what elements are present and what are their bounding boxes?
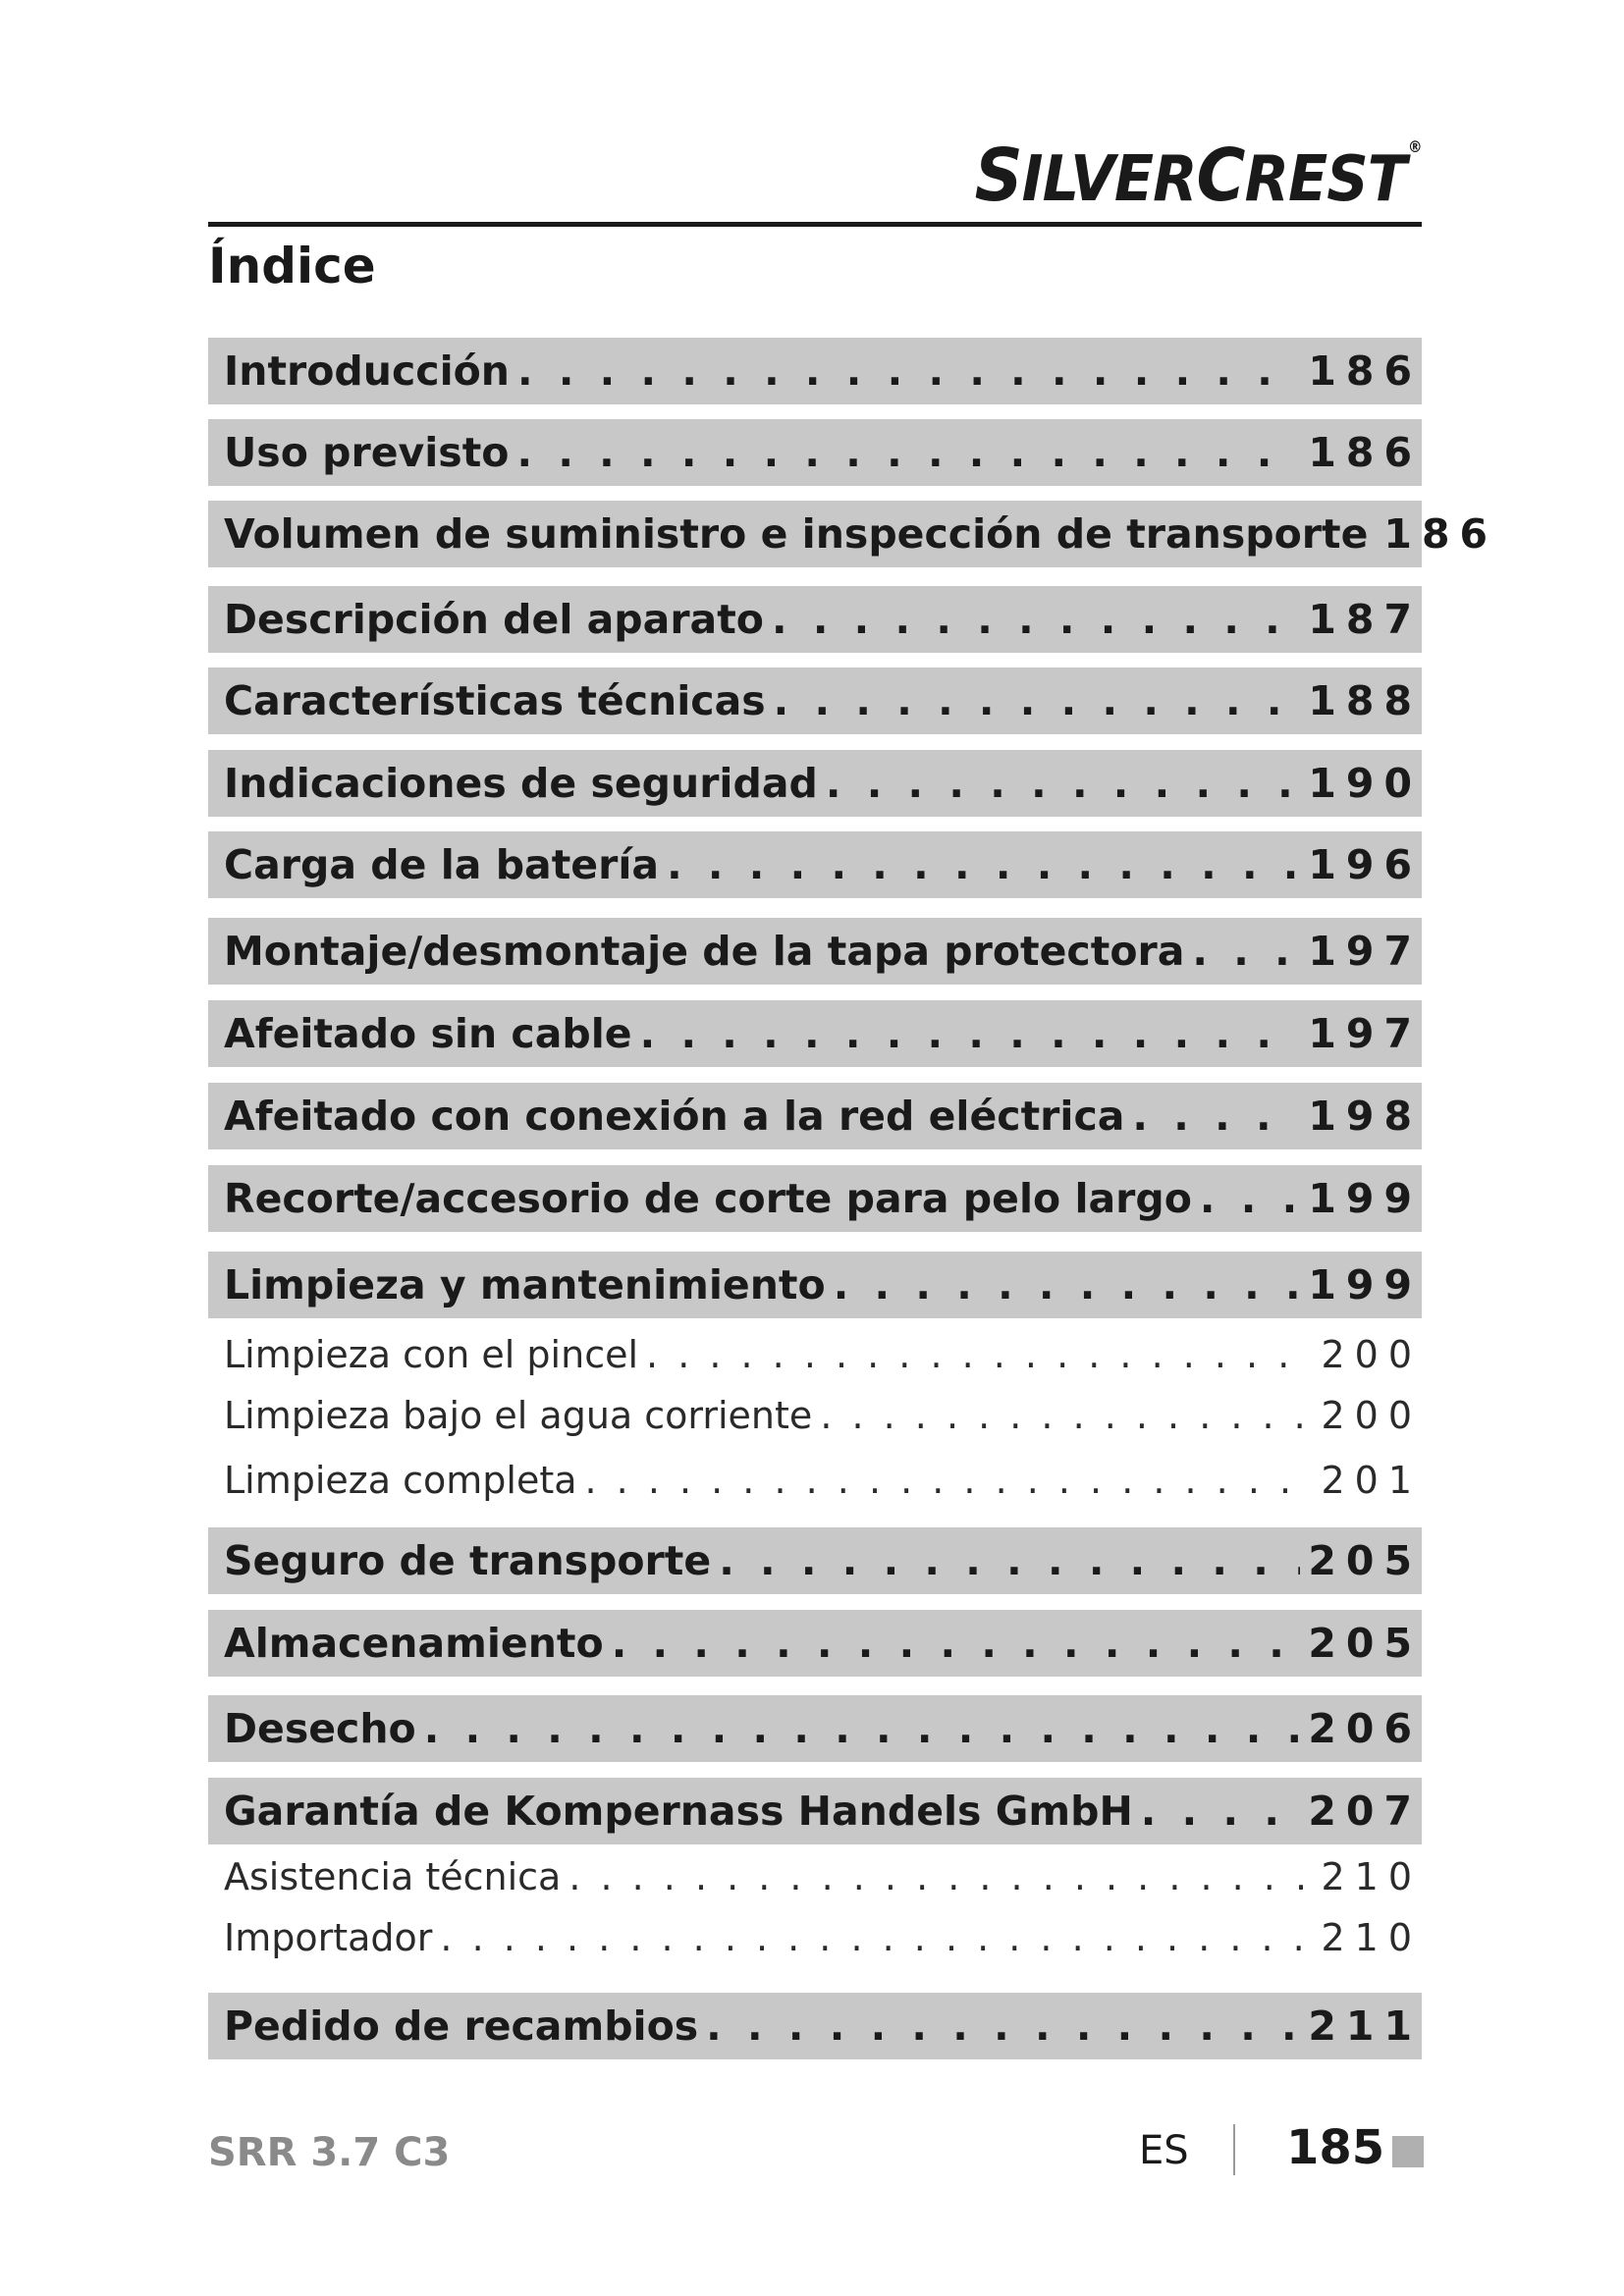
toc-entry-label: Importador: [224, 1916, 433, 1959]
toc-entry[interactable]: [208, 750, 1422, 817]
brand-logo: [974, 133, 1422, 218]
toc-entry[interactable]: [208, 419, 1422, 486]
toc-entry-page: 201: [1321, 1459, 1422, 1502]
toc-entry-label: Montaje/desmontaje de la tapa protectora: [224, 928, 1185, 975]
toc-subentry[interactable]: [208, 1910, 1422, 1965]
toc-dot-leader: [667, 841, 1300, 888]
toc-dot-leader: [1192, 928, 1300, 975]
toc-entry[interactable]: [208, 1695, 1422, 1762]
toc-entry[interactable]: [208, 1165, 1422, 1232]
toc-dot-leader: [517, 347, 1300, 395]
toc-dot-leader: [706, 2002, 1300, 2050]
footer-model: SRR 3.7 C3: [208, 2130, 451, 2175]
toc-entry-label: Garantía de Kompernass Handels GmbH: [224, 1788, 1133, 1835]
toc-subentry[interactable]: [208, 1388, 1422, 1443]
toc-entry-label: Características técnicas: [224, 677, 766, 724]
toc-dot-leader: [585, 1459, 1314, 1502]
toc-entry[interactable]: [208, 831, 1422, 898]
brand-initial-1: S: [974, 133, 1023, 218]
toc-entry-page: 206: [1308, 1705, 1422, 1752]
toc-entry-page: 210: [1321, 1855, 1422, 1898]
toc-entry-label: Desecho: [224, 1705, 416, 1752]
toc-entry-label: Limpieza con el pincel: [224, 1333, 639, 1376]
toc-entry[interactable]: [208, 586, 1422, 653]
toc-entry[interactable]: [208, 501, 1498, 567]
toc-dot-leader: [1132, 1093, 1300, 1140]
toc-dot-leader: [1200, 1175, 1301, 1222]
page-title: Índice: [208, 238, 376, 294]
toc-entry[interactable]: [208, 918, 1422, 985]
toc-dot-leader: [640, 1010, 1301, 1057]
toc-entry-page: 190: [1308, 760, 1422, 807]
toc-entry-page: 205: [1308, 1537, 1422, 1584]
toc-entry-label: Afeitado con conexión a la red eléctrica: [224, 1093, 1125, 1140]
toc-entry-page: 186: [1308, 429, 1422, 476]
toc-dot-leader: [646, 1333, 1313, 1376]
toc-entry[interactable]: [208, 1000, 1422, 1067]
toc-entry-page: 198: [1308, 1093, 1422, 1140]
toc-entry-label: Volumen de suministro e inspección de transporte: [224, 510, 1369, 558]
toc-entry-page: 207: [1308, 1788, 1422, 1835]
toc-entry-label: Limpieza y mantenimiento: [224, 1261, 826, 1308]
toc-entry-page: 186: [1308, 347, 1422, 395]
toc-entry-label: Introducción: [224, 347, 510, 395]
brand-initial-2: C: [1196, 133, 1245, 218]
footer-separator: [1233, 2124, 1235, 2175]
toc-entry-page: 197: [1308, 928, 1422, 975]
toc-entry-page: 187: [1308, 596, 1422, 643]
toc-entry-label: Limpieza completa: [224, 1459, 577, 1502]
toc-entry-label: Limpieza bajo el agua corriente: [224, 1394, 813, 1437]
toc-dot-leader: [1141, 1788, 1301, 1835]
registered-mark: ®: [1408, 137, 1422, 156]
brand-rest-1: ILVER: [1022, 143, 1197, 216]
toc-entry[interactable]: [208, 1527, 1422, 1594]
toc-entry[interactable]: [208, 1778, 1422, 1844]
toc-entry[interactable]: [208, 667, 1422, 734]
toc-entry-label: Uso previsto: [224, 429, 510, 476]
toc-entry-label: Recorte/accesorio de corte para pelo largo: [224, 1175, 1192, 1222]
toc-entry[interactable]: [208, 1252, 1422, 1318]
toc-entry-page: 199: [1308, 1175, 1422, 1222]
footer-language: ES: [1139, 2128, 1189, 2173]
toc-dot-leader: [612, 1620, 1301, 1667]
toc-entry-page: 186: [1383, 510, 1498, 558]
toc-subentry[interactable]: [208, 1327, 1422, 1382]
toc-entry-page: 197: [1308, 1010, 1422, 1057]
toc-entry-label: Seguro de transporte: [224, 1537, 712, 1584]
toc-dot-leader: [820, 1394, 1313, 1437]
toc-entry-page: 210: [1321, 1916, 1422, 1959]
toc-entry[interactable]: [208, 1083, 1422, 1149]
toc-dot-leader: [440, 1916, 1313, 1959]
toc-entry[interactable]: [208, 338, 1422, 404]
toc-entry-label: Pedido de recambios: [224, 2002, 699, 2050]
toc-entry-page: 200: [1321, 1394, 1422, 1437]
toc-dot-leader: [834, 1261, 1301, 1308]
toc-entry[interactable]: [208, 1993, 1422, 2059]
toc-subentry[interactable]: [208, 1849, 1422, 1904]
toc-entry-page: 200: [1321, 1333, 1422, 1376]
toc-subentry[interactable]: [208, 1453, 1422, 1508]
toc-dot-leader: [719, 1537, 1300, 1584]
toc-entry-page: 205: [1308, 1620, 1422, 1667]
toc-dot-leader: [826, 760, 1301, 807]
toc-dot-leader: [568, 1855, 1313, 1898]
toc-entry-page: 211: [1308, 2002, 1422, 2050]
toc-entry-label: Afeitado sin cable: [224, 1010, 632, 1057]
toc-entry-label: Almacenamiento: [224, 1620, 604, 1667]
toc-entry-page: 196: [1308, 841, 1422, 888]
toc-entry-label: Carga de la batería: [224, 841, 660, 888]
toc-entry-page: 199: [1308, 1261, 1422, 1308]
footer-page-number: 185: [1286, 2120, 1385, 2175]
toc-entry-label: Asistencia técnica: [224, 1855, 562, 1898]
toc-dot-leader: [424, 1705, 1301, 1752]
toc-dot-leader: [772, 596, 1300, 643]
toc-dot-leader: [774, 677, 1301, 724]
toc-entry[interactable]: [208, 1610, 1422, 1677]
toc-entry-page: 188: [1308, 677, 1422, 724]
toc-dot-leader: [516, 429, 1300, 476]
header-rule: [208, 222, 1422, 227]
toc-entry-label: Indicaciones de seguridad: [224, 760, 818, 807]
toc-entry-label: Descripción del aparato: [224, 596, 764, 643]
footer-square-mark: [1392, 2136, 1424, 2167]
brand-rest-2: REST: [1244, 143, 1407, 216]
